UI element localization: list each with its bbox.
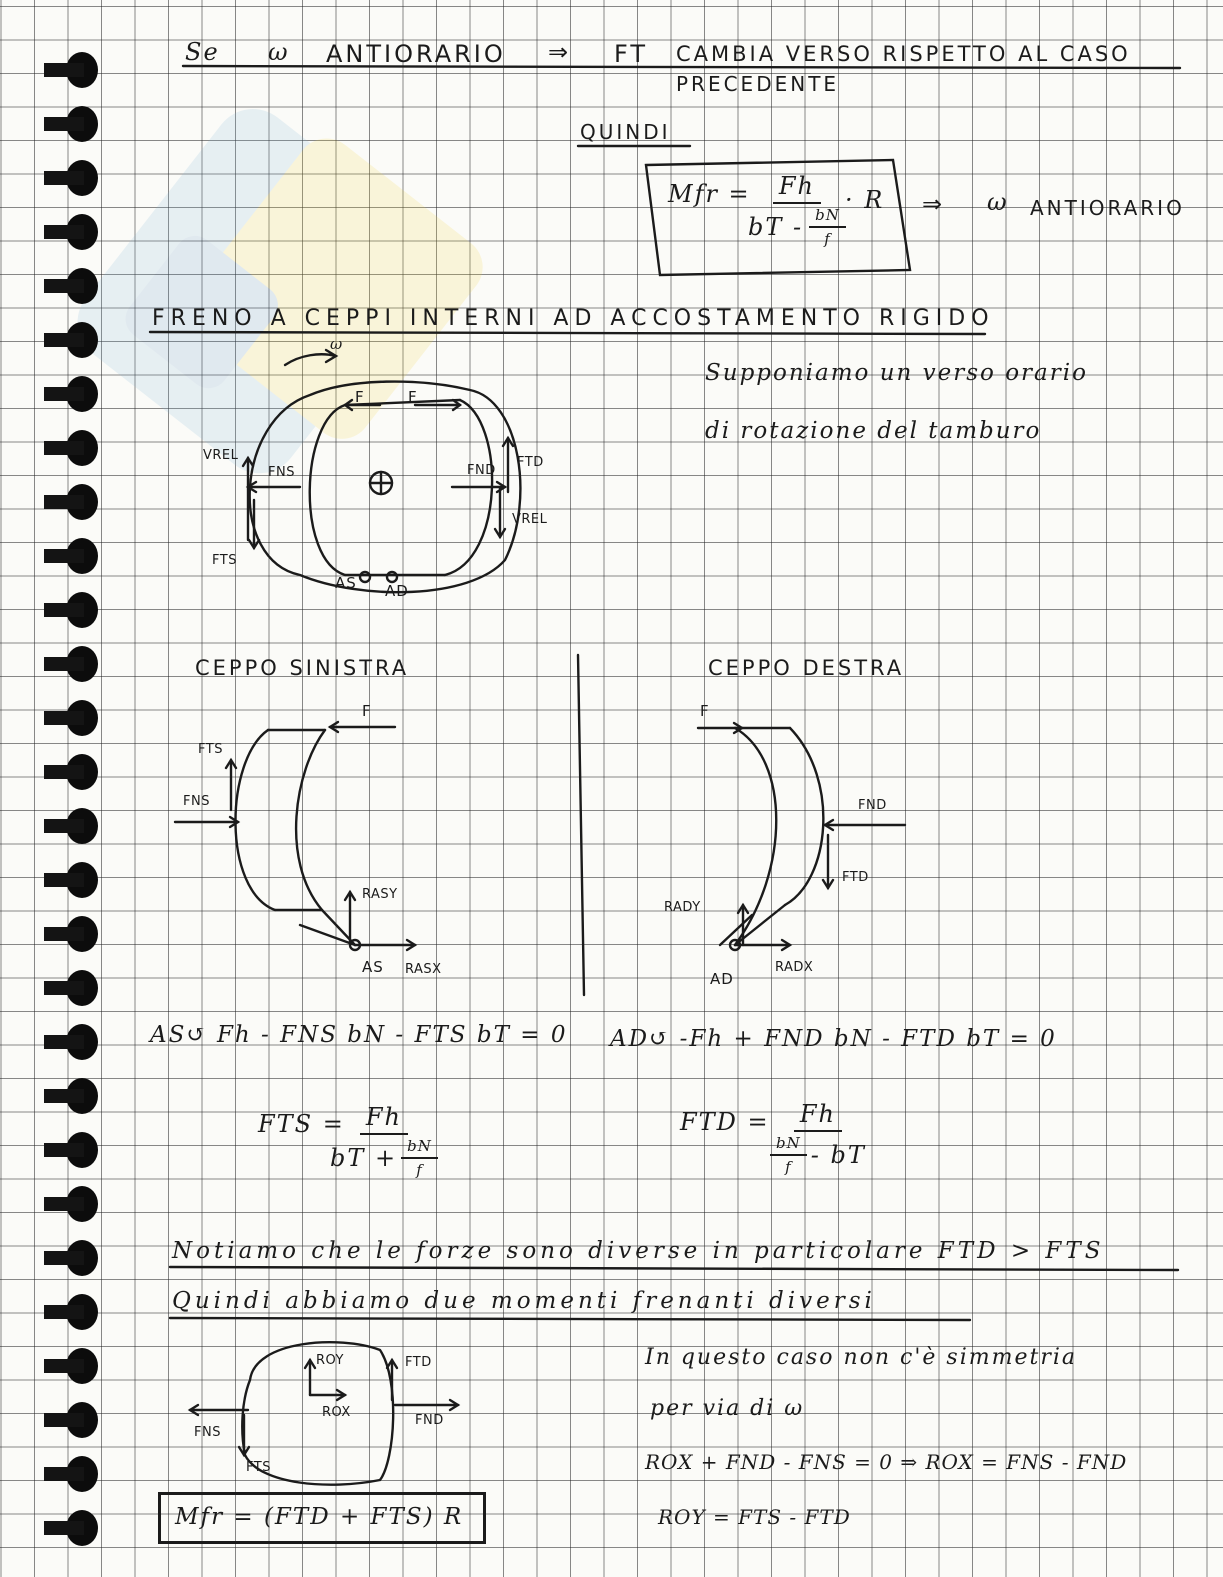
d2-roy: ROY [316, 1353, 344, 1368]
ls-fts: FTS [198, 742, 223, 757]
d2-fts: FTS [246, 1460, 271, 1475]
final-formula: Mfr = (FTD + FTS) R [175, 1504, 464, 1530]
d1-fnd: FND [467, 463, 496, 478]
d1-fts: FTS [212, 553, 237, 568]
spiral-wire [44, 225, 84, 239]
d2-fns: FNS [194, 1425, 221, 1440]
rs-ad: AD [710, 970, 734, 988]
formula-num: Fh [773, 172, 821, 204]
rs-f: F [700, 702, 710, 720]
formula-fraction [748, 172, 846, 248]
header-ft: FT [614, 40, 649, 68]
d1-as: AS [335, 574, 357, 592]
spiral-wire [44, 873, 84, 887]
rs-fnd: FND [858, 798, 887, 813]
formula-den-frac-num: bN [809, 206, 846, 228]
spiral-wire [44, 1467, 84, 1481]
formula-antiorario: ANTIORARIO [1030, 196, 1185, 220]
notes-line4: per via di ω [650, 1396, 805, 1421]
spiral-wire [44, 819, 84, 833]
d1-fns: FNS [268, 465, 295, 480]
spiral-wire [44, 657, 84, 671]
spiral-wire [44, 441, 84, 455]
d1-omega: ω [330, 335, 344, 353]
spiral-wire [44, 63, 84, 77]
final-formula-box [158, 1492, 486, 1544]
rs-rady: RADY [664, 900, 701, 915]
d1-ftd: FTD [517, 455, 544, 470]
spiral-wire [44, 333, 84, 347]
equation-right: AD↺ -Fh + FND bN - FTD bT = 0 [610, 1026, 1057, 1052]
note-line2: di rotazione del tamburo [705, 418, 1042, 444]
fts-den-num: bN [401, 1137, 438, 1159]
spiral-wire [44, 1359, 84, 1373]
notes-eq1: ROX + FND - FNS = 0 ⇒ ROX = FNS - FND [645, 1450, 1128, 1474]
left-shoe-title: CEPPO SINISTRA [195, 656, 410, 680]
spiral-wire [44, 495, 84, 509]
spiral-wire [44, 603, 84, 617]
section-title: FRENO A CEPPI INTERNI AD ACCOSTAMENTO RIGIDO [152, 306, 995, 331]
spiral-wire [44, 1197, 84, 1211]
fts-lhs: FTS = [258, 1110, 345, 1138]
header-rest: CAMBIA VERSO RISPETTO AL CASO [676, 42, 1131, 66]
note-line1: Supponiamo un verso orario [705, 360, 1088, 386]
spiral-wire [44, 1251, 84, 1265]
d1-f-left: F [355, 388, 365, 406]
rs-radx: RADX [775, 960, 814, 975]
d1-ad: AD [385, 582, 409, 600]
spiral-wire [44, 1521, 84, 1535]
spiral-wire [44, 387, 84, 401]
d2-rox: ROX [322, 1405, 351, 1420]
formula-den-left: bT - [748, 213, 804, 241]
spiral-wire [44, 765, 84, 779]
equation-left: AS↺ Fh - FNS bN - FTS bT = 0 [150, 1022, 568, 1048]
fts-den-den: f [416, 1161, 423, 1179]
header-line2: PRECEDENTE [676, 72, 840, 96]
spiral-wire [44, 1413, 84, 1427]
fts-num: Fh [360, 1103, 408, 1135]
spiral-wire [44, 1089, 84, 1103]
spiral-wire [44, 279, 84, 293]
formula-times-r: · R [845, 186, 885, 214]
ls-rasx: RASX [405, 962, 442, 977]
ftd-den-num: bN [770, 1134, 807, 1156]
spiral-wire [44, 1035, 84, 1049]
spiral-wire [44, 927, 84, 941]
ls-fns: FNS [183, 794, 210, 809]
rs-ftd: FTD [842, 870, 869, 885]
header-antiorario: ANTIORARIO [326, 40, 506, 68]
formula-implies: ⇒ [922, 190, 946, 218]
d1-vrel-right: VREL [512, 512, 548, 527]
formula-den-frac-den: f [824, 230, 831, 248]
ls-rasy: RASY [362, 887, 398, 902]
notes-line1: Notiamo che le forze sono diverse in particolare FTD > FTS [172, 1238, 1105, 1264]
ftd-fraction [770, 1100, 866, 1176]
spiral-wire [44, 711, 84, 725]
header-implies: ⇒ [548, 38, 572, 66]
right-shoe-title: CEPPO DESTRA [708, 656, 905, 680]
notes-eq2: ROY = FTS - FTD [658, 1505, 851, 1529]
notes-line3: In questo caso non c'è simmetria [645, 1345, 1077, 1370]
ls-f: F [362, 702, 372, 720]
spiral-binding [0, 0, 110, 1577]
notes-line2: Quindi abbiamo due momenti frenanti diversi [172, 1288, 876, 1314]
ftd-num: Fh [794, 1100, 842, 1132]
header-se: Se [185, 38, 220, 66]
formula-omega: ω [987, 188, 1009, 216]
formula-lhs: Mfr = [668, 180, 751, 208]
ftd-den-den: f [785, 1158, 792, 1176]
right-shoe-diagram [698, 723, 905, 950]
d1-vrel-left: VREL [203, 448, 239, 463]
spiral-wire [44, 549, 84, 563]
d2-fnd: FND [415, 1413, 444, 1428]
spiral-wire [44, 171, 84, 185]
fts-den-left: bT + [330, 1144, 398, 1172]
spiral-wire [44, 117, 84, 131]
spiral-wire [44, 981, 84, 995]
fts-fraction [330, 1103, 438, 1179]
d2-ftd: FTD [405, 1355, 432, 1370]
ftd-den-right: - bT [810, 1141, 866, 1169]
ls-as: AS [362, 958, 384, 976]
d1-f-right: F [408, 388, 418, 406]
quindi-label: QUINDI [580, 120, 671, 144]
spiral-wire [44, 1143, 84, 1157]
spiral-wire [44, 1305, 84, 1319]
ftd-lhs: FTD = [680, 1108, 770, 1136]
header-omega: ω [268, 38, 290, 66]
